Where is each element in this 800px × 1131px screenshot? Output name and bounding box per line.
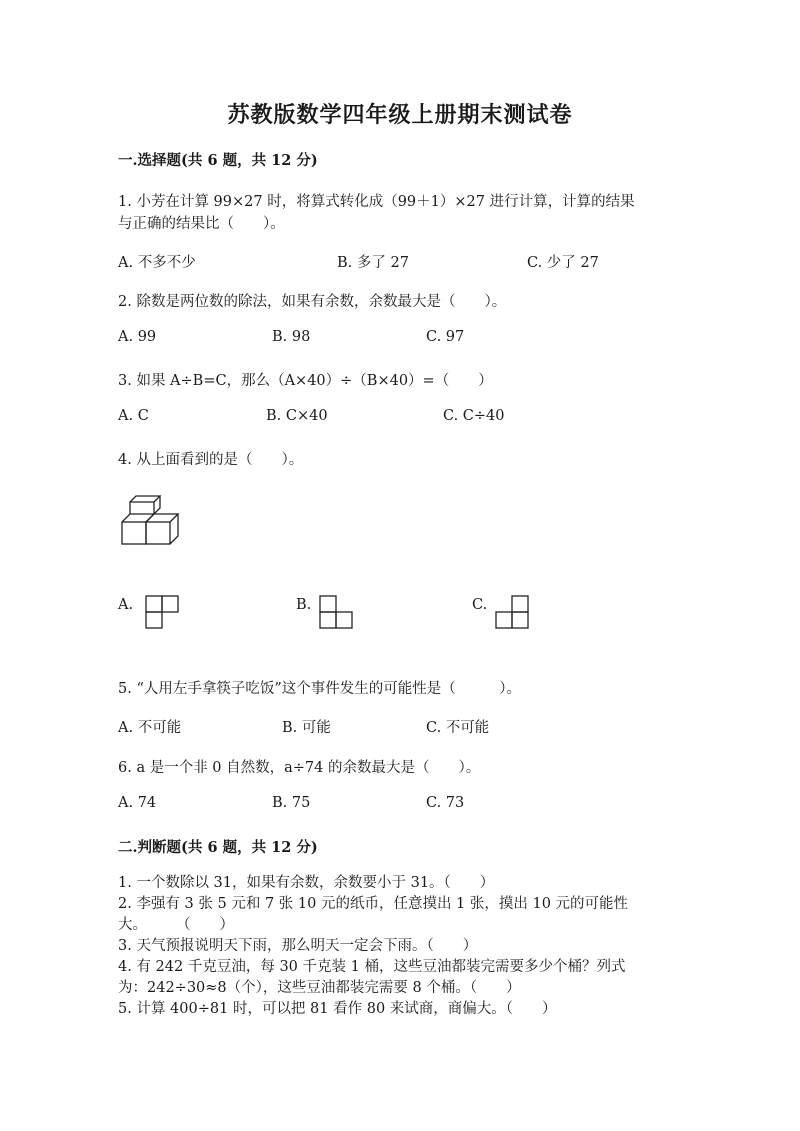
question-4-option-b: B. xyxy=(296,597,312,613)
judgement-line-7: 5. 计算 400÷81 时，可以把 81 看作 80 来试商，商偏大。（ ） xyxy=(118,1001,557,1017)
question-3-option-c: C. C÷40 xyxy=(443,408,505,424)
three-cubes-figure-icon xyxy=(118,498,182,550)
question-6-option-b: B. 75 xyxy=(272,795,311,811)
judgement-line-5: 4. 有 242 千克豆油，每 30 千克装 1 桶，这些豆油都装完需要多少个桶？列式 xyxy=(118,959,626,975)
question-4-option-c: C. xyxy=(472,597,488,613)
question-2-option-b: B. 98 xyxy=(272,329,311,345)
top-view-a-icon xyxy=(145,595,179,629)
question-3-option-a: A. C xyxy=(118,408,149,424)
judgement-line-1: 1. 一个数除以 31，如果有余数，余数要小于 31。（ ） xyxy=(118,875,495,891)
judgement-line-6: 为：242÷30≈8（个），这些豆油都装完需要 8 个桶。（ ） xyxy=(118,980,521,996)
page-title: 苏教版数学四年级上册期末测试卷 xyxy=(227,102,573,128)
judgement-line-3: 大。 （ ） xyxy=(118,917,234,933)
judgement-line-2: 2. 李强有 3 张 5 元和 7 张 10 元的纸币，任意摸出 1 张，摸出 10 元的可能性 xyxy=(118,896,629,912)
question-5-line-1: 5. “人用左手拿筷子吃饭”这个事件发生的可能性是（ ）。 xyxy=(118,681,522,697)
top-view-b-icon xyxy=(319,595,353,629)
section-heading-judgement: 二.判断题(共 6 题，共 12 分) xyxy=(118,839,318,856)
top-view-c-icon xyxy=(495,595,529,629)
question-6-line-1: 6. a 是一个非 0 自然数，a÷74 的余数最大是（ ）。 xyxy=(118,760,481,776)
judgement-line-4: 3. 天气预报说明天下雨，那么明天一定会下雨。（ ） xyxy=(118,938,478,954)
question-2-option-a: A. 99 xyxy=(118,329,157,345)
question-5-option-b: B. 可能 xyxy=(282,720,331,736)
question-3-line-1: 3. 如果 A÷B=C，那么（A×40）÷（B×40）=（ ） xyxy=(118,373,493,389)
question-1-option-a: A. 不多不少 xyxy=(118,255,196,271)
question-5-option-c: C. 不可能 xyxy=(426,720,490,736)
question-2-line-1: 2. 除数是两位数的除法，如果有余数，余数最大是（ ）。 xyxy=(118,294,507,310)
question-5-option-a: A. 不可能 xyxy=(118,720,182,736)
question-1-option-c: C. 少了 27 xyxy=(527,255,599,271)
question-4-line-1: 4. 从上面看到的是（ ）。 xyxy=(118,452,304,468)
question-6-option-a: A. 74 xyxy=(118,795,157,811)
question-3-option-b: B. C×40 xyxy=(266,408,328,424)
question-1-line-2: 与正确的结果比（ ）。 xyxy=(118,216,285,232)
question-2-option-c: C. 97 xyxy=(426,329,465,345)
question-1-line-1: 1. 小芳在计算 99×27 时，将算式转化成（99＋1）×27 进行计算，计算的结果 xyxy=(118,194,635,210)
section-heading-choice: 一.选择题(共 6 题，共 12 分) xyxy=(118,152,318,169)
question-6-option-c: C. 73 xyxy=(426,795,465,811)
question-1-option-b: B. 多了 27 xyxy=(337,255,409,271)
question-4-option-a: A. xyxy=(118,597,134,613)
